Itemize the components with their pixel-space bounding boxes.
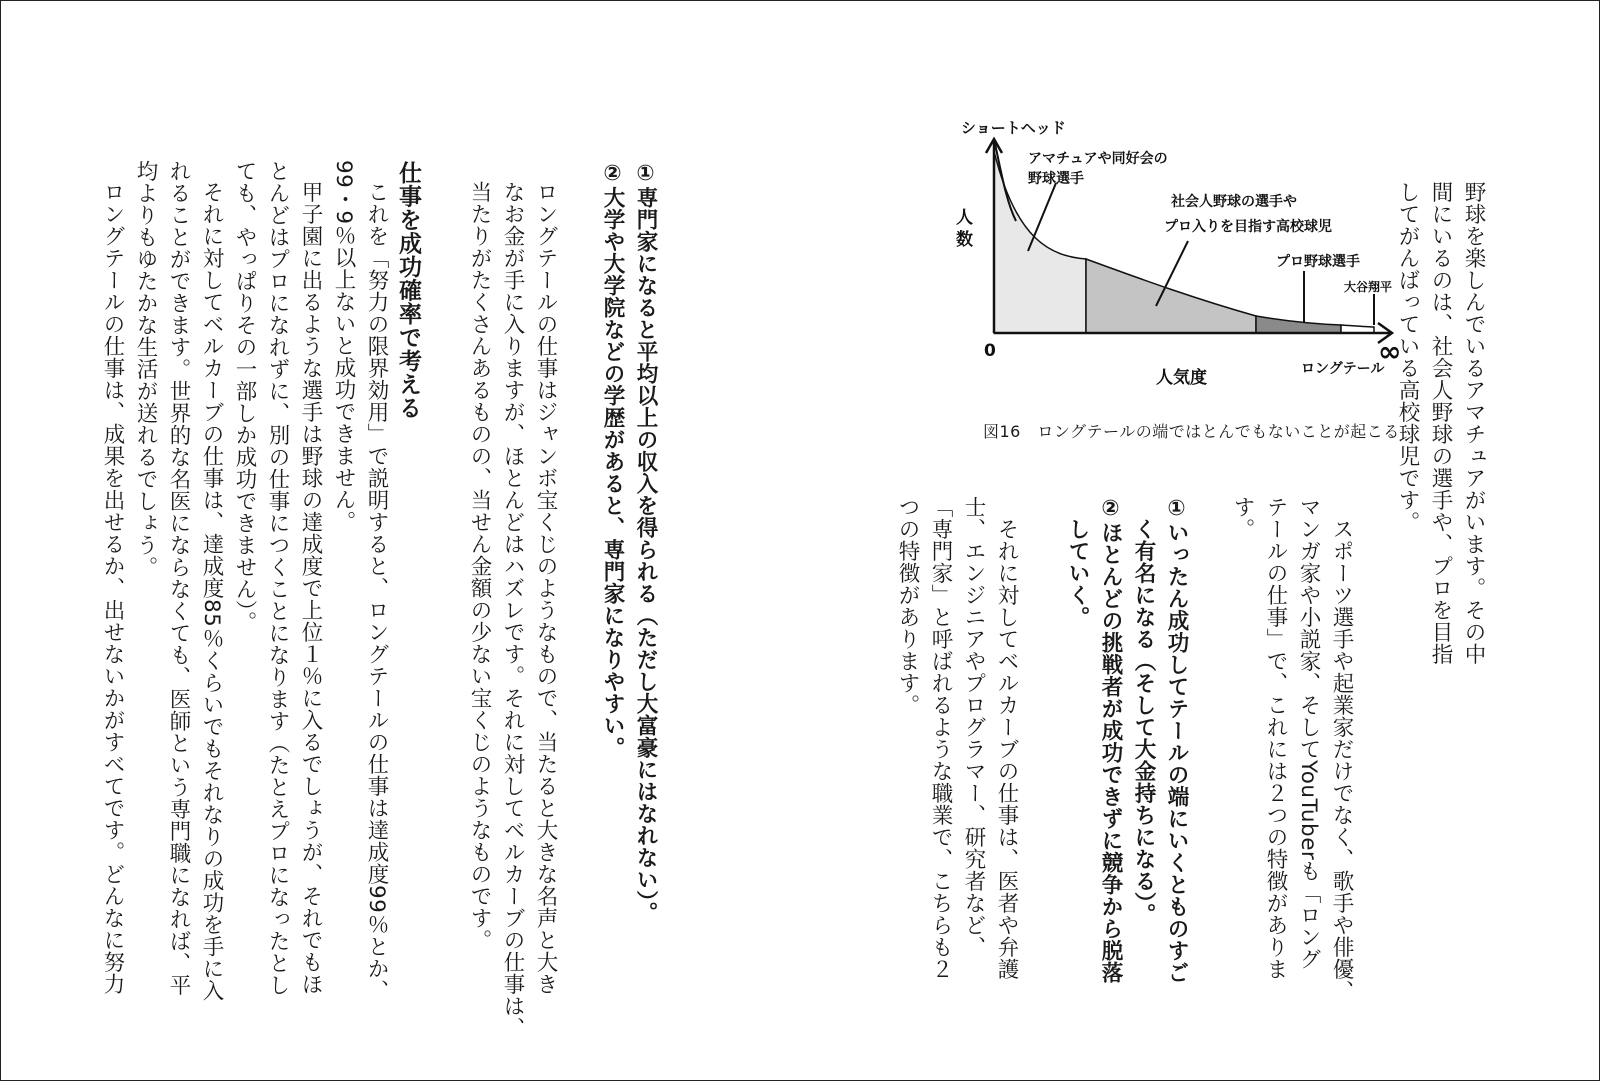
- right-para1: 野球を楽しんでいるアマチュアがいます。その中 間にいるのは、社会人野球の選手や、プロを目指 してがんばっている高校球児です。: [1395, 181, 1486, 665]
- y-axis-label-1: 人: [956, 208, 973, 228]
- seg3-label: プロ野球選手: [1276, 254, 1360, 270]
- origin-label: 0: [984, 341, 996, 361]
- infinity-label: ∞: [1378, 335, 1402, 368]
- x-axis-label: 人気度: [1156, 368, 1207, 388]
- section-heading: 仕事を成功確率で考える: [395, 161, 421, 420]
- long-tail-figure: [956, 111, 1426, 411]
- left-para1: ロングテールの仕事はジャンボ宝くじのようなもので、当たると大きな名声と大き なお金が手に入りますが、ほとんどはハズレです。それに対してベルカーブの仕事は、 当たりがたくさんあるものの、当せん金額の少ない宝くじのようなものです。: [467, 181, 558, 1039]
- left-points: ①専門家になると平均以上の収入を得られる（ただし大富豪にはなれない）。 ②大学や大学院などの学歴があると、専門家になりやすい。: [600, 161, 658, 924]
- long-tail-label: ロングテール: [1301, 361, 1385, 377]
- figure-caption: 図16 ロングテールの端ではとんでもないことが起こる: [983, 422, 1400, 441]
- seg-semi-area: [1086, 259, 1256, 333]
- seg4-label: 大谷翔平: [1344, 280, 1393, 294]
- right-para3: それに対してベルカーブの仕事は、医者や弁護 士、エンジニアやプログラマー、研究者など、 「専門家」と呼ばれるような職業で、こちらも２ つの特徴があります。: [895, 496, 1019, 980]
- seg-pro-area: [1256, 316, 1341, 333]
- right-points: ①いったん成功してテールの端にいくとものすご く有名になる（そして大金持ちになる）。 ②ほとんどの挑戦者が成功できずに競争から脱落 していく。: [1065, 496, 1189, 984]
- seg1-label-2: 野球選手: [1028, 171, 1084, 187]
- short-head-label: ショートヘッド: [961, 119, 1066, 137]
- seg2-label-2: プロ入りを目指す高校球児: [1164, 219, 1332, 235]
- left-para2: これを「努力の限界効用」で説明すると、ロングテールの仕事は達成度99％とか、 99・9％以上ないと成功できません。 甲子園に出るような選手は野球の達成度で上位１％に入るでしょうが、それでもほ とんどはプロになれずに、別の仕事につくことになります（たとえプロになったとし ても、やっぱりその一部しか成功できません）。 それに対してベルカーブの仕事は、達成度85％くらいでもそれなりの成功を手に入 れることができます。世界的な名医にならなくても、医師という専門職になれば、平 均よりもゆたかな生活が送れるでしょう。 ロングテールの仕事は、成果を出せるか、出せないかがすべてです。どんなに努力: [100, 159, 389, 1002]
- seg2-label-1: 社会人野球の選手や: [1171, 194, 1297, 210]
- right-para2: スポーツ選手や起業家だけでなく、歌手や俳優、 マンガ家や小説家、そしてYouTuberも「ロング テールの仕事」で、これには２つの特徴がありま す。: [1230, 496, 1354, 1002]
- y-axis-label-2: 数: [956, 230, 973, 250]
- seg1-label-1: アマチュアや同好会の: [1028, 151, 1168, 167]
